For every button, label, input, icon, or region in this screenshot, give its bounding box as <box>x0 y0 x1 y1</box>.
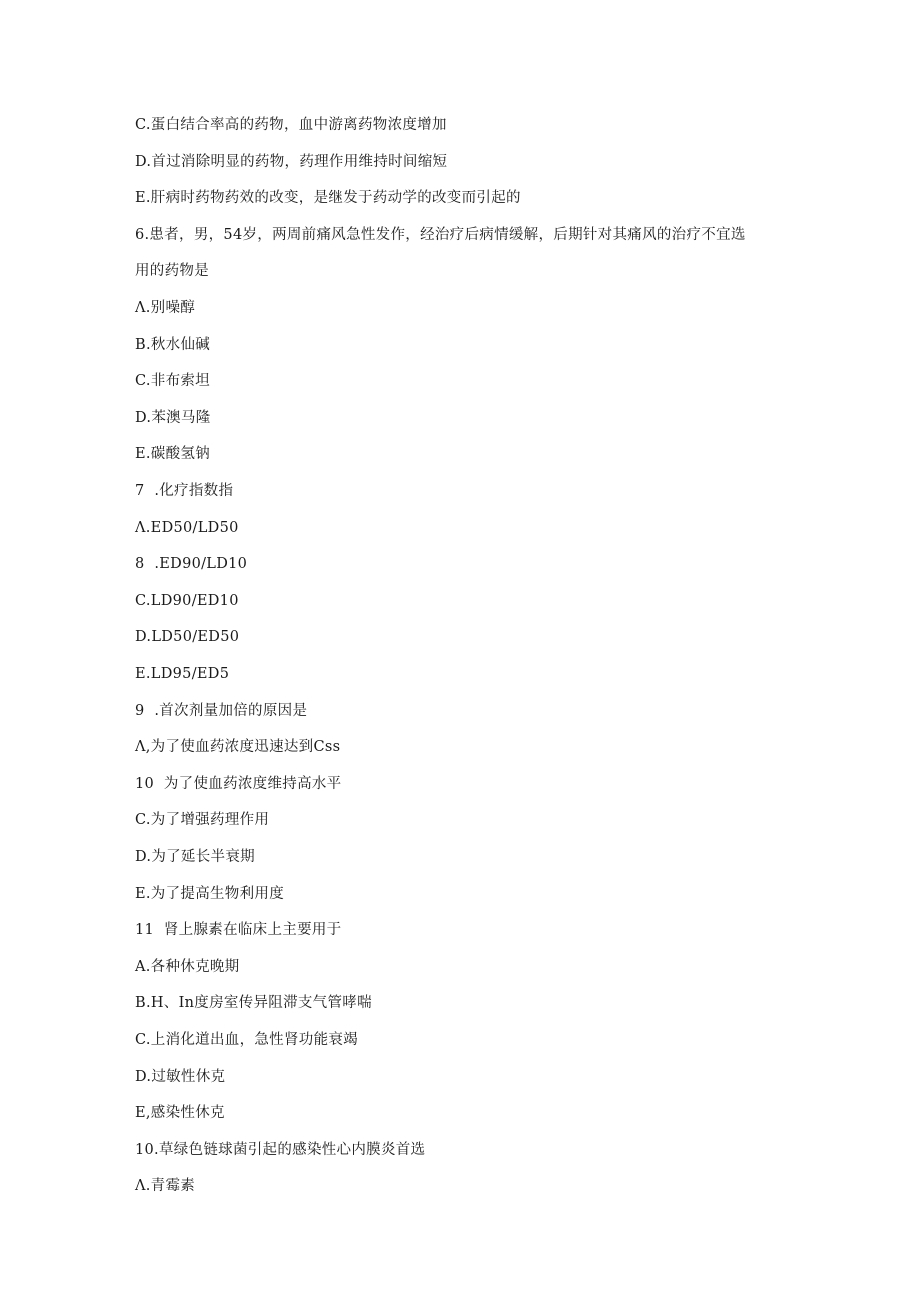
question-stem: 6.患者，男，54岁，两周前痛风急性发作，经治疗后病情缓解，后期针对其痛风的治疗不宜选 <box>135 227 746 243</box>
answer-option: C.上消化道出血，急性肾功能衰竭 <box>135 1032 358 1048</box>
answer-option: B.秋水仙碱 <box>135 337 211 353</box>
answer-option: E,感染性休克 <box>135 1105 225 1121</box>
text-line: C.蛋白结合率高的药物，血中游离药物浓度增加 <box>135 117 447 133</box>
answer-option: 10 为了使血药浓度维持高水平 <box>135 776 342 792</box>
answer-option: D.LD50/ED50 <box>135 629 240 645</box>
answer-option: 8 .ED90/LD10 <box>135 556 248 572</box>
answer-option: E.碳酸氢钠 <box>135 446 210 462</box>
answer-option: B.H、In度房室传异阻滞支气管哮喘 <box>135 995 372 1011</box>
text-line: E.肝病时药物药效的改变，是继发于药动学的改变而引起的 <box>135 190 521 206</box>
answer-option: D.苯澳马隆 <box>135 410 211 426</box>
text-line: D.首过消除明显的药物，药理作用维持时间缩短 <box>135 154 448 170</box>
answer-option: E.LD95/ED5 <box>135 666 230 682</box>
answer-option: E.为了提高生物利用度 <box>135 886 284 902</box>
answer-option: Λ.ED50/LD50 <box>135 520 239 536</box>
question-stem: 用的药物是 <box>135 263 209 279</box>
answer-option: C.LD90/ED10 <box>135 593 239 609</box>
answer-option: D.为了延长半衰期 <box>135 849 255 865</box>
answer-option: Λ.青霉素 <box>135 1178 196 1194</box>
question-stem: 9 .首次剂量加倍的原因是 <box>135 703 308 719</box>
answer-option: Λ.别噪醇 <box>135 300 196 316</box>
question-stem: 7 .化疗指数指 <box>135 483 234 499</box>
answer-option: C.非布索坦 <box>135 373 210 389</box>
answer-option: Λ,为了使血药浓度迅速达到Css <box>135 739 341 755</box>
question-stem: 10.草绿色链球菌引起的感染性心内膜炎首选 <box>135 1142 426 1158</box>
answer-option: D.过敏性休克 <box>135 1069 226 1085</box>
question-stem: 11 肾上腺素在临床上主要用于 <box>135 922 342 938</box>
answer-option: A.各种休克晚期 <box>135 959 240 975</box>
answer-option: C.为了增强药理作用 <box>135 812 270 828</box>
